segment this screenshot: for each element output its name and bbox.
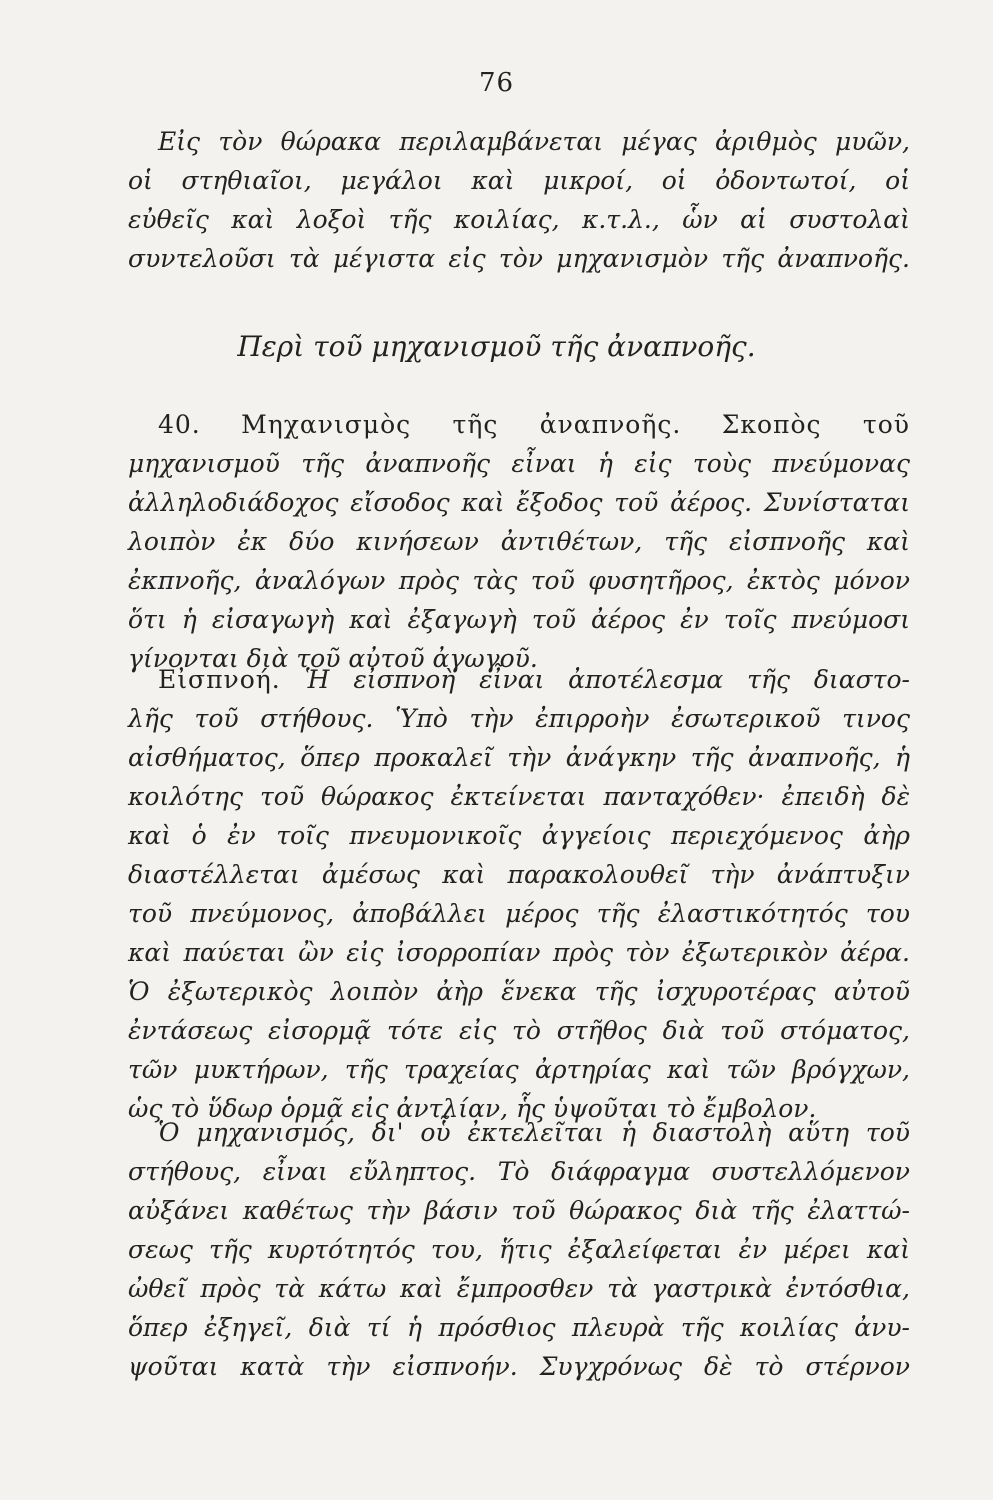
mechanism-line: ψοῦται κατὰ τὴν εἰσπνοήν. Συγχρόνως δὲ τὸ στέρνον <box>128 1352 910 1381</box>
paragraph-inhalation <box>128 660 910 1128</box>
mechanism-line: σεως τῆς κυρτότητός του, ἥτις ἐξαλείφεται ἐν μέρει καὶ <box>128 1235 910 1264</box>
inhalation-first-line-rest: Ἡ εἰσπνοὴ εἶναι ἀποτέλεσμα τῆς διαστο- <box>304 665 910 694</box>
inhalation-line: Ὁ ἐξωτερικὸς λοιπὸν ἀὴρ ἕνεκα τῆς ἰσχυροτέρας αὐτοῦ <box>128 977 910 1006</box>
paragraph-40-line: ἀλληλοδιάδοχος εἴσοδος καὶ ἔξοδος τοῦ ἀέρος. Συνίσταται <box>128 488 910 517</box>
mechanism-line: στήθους, εἶναι εὔληπτος. Τὸ διάφραγμα συστελλόμενον <box>128 1157 910 1186</box>
inhalation-line: ἐντάσεως εἰσορμᾷ τότε εἰς τὸ στῆθος διὰ τοῦ στόματος, <box>128 1016 910 1045</box>
inhalation-first-line <box>128 660 910 699</box>
paragraph-number: 40. <box>158 410 201 439</box>
paragraph-first-line-rest: Σκοπὸς τοῦ <box>721 410 910 439</box>
intro-paragraph <box>128 122 910 278</box>
intro-line: οἱ στηθιαῖοι, μεγάλοι καὶ μικροί, οἱ ὀδοντωτοί, οἱ <box>128 166 910 195</box>
paragraph-40-line: γίνονται διὰ τοῦ αὐτοῦ ἀγωγοῦ. <box>128 644 538 673</box>
mechanism-line: ὠθεῖ πρὸς τὰ κάτω καὶ ἔμπροσθεν τὰ γαστρικὰ ἐντόσθια, <box>128 1274 910 1303</box>
page-number: 76 <box>478 68 515 98</box>
inhalation-line: καὶ παύεται ὢν εἰς ἰσορροπίαν πρὸς τὸν ἐξωτερικὸν ἀέρα. <box>128 938 910 967</box>
mechanism-line: Ὁ μηχανισμός, δι' οὗ ἐκτελεῖται ἡ διαστολὴ αὕτη τοῦ <box>158 1118 910 1147</box>
inhalation-line: λῆς τοῦ στήθους. Ὑπὸ τὴν ἐπιρροὴν ἐσωτερικοῦ τινος <box>128 704 910 733</box>
inhalation-title: Εἰσπνοή. <box>158 665 281 694</box>
inhalation-line: διαστέλλεται ἀμέσως καὶ παρακολουθεῖ τὴν ἀνάπτυξιν <box>128 860 910 889</box>
mechanism-line: ὅπερ ἐξηγεῖ, διὰ τί ἡ πρόσθιος πλευρὰ τῆς κοιλίας ἀνυ- <box>128 1313 910 1342</box>
paragraph-40-line: ἐκπνοῆς, ἀναλόγων πρὸς τὰς τοῦ φυσητῆρος, ἐκτὸς μόνον <box>128 566 910 595</box>
paragraph-40-line: ὅτι ἡ εἰσαγωγὴ καὶ ἐξαγωγὴ τοῦ ἀέρος ἐν τοῖς πνεύμοσι <box>128 605 910 634</box>
intro-line: συντελοῦσι τὰ μέγιστα εἰς τὸν μηχανισμὸν τῆς ἀναπνοῆς. <box>128 244 910 273</box>
inhalation-line: αἰσθήματος, ὅπερ προκαλεῖ τὴν ἀνάγκην τῆς ἀναπνοῆς, ἡ <box>128 743 910 772</box>
section-heading: Περὶ τοῦ μηχανισμοῦ τῆς ἀναπνοῆς. <box>237 330 756 363</box>
paragraph-40-line: λοιπὸν ἐκ δύο κινήσεων ἀντιθέτων, τῆς εἰσπνοῆς καὶ <box>128 527 910 556</box>
inhalation-line: τοῦ πνεύμονος, ἀποβάλλει μέρος τῆς ἐλαστικότητός του <box>128 899 910 928</box>
inhalation-line: τῶν μυκτήρων, τῆς τραχείας ἀρτηρίας καὶ τῶν βρόγχων, <box>128 1055 910 1084</box>
paragraph-mechanism <box>128 1113 910 1386</box>
paragraph-40-line: μηχανισμοῦ τῆς ἀναπνοῆς εἶναι ἡ εἰς τοὺς πνεύμονας <box>128 449 910 478</box>
inhalation-line: ὡς τὸ ὕδωρ ὁρμᾷ εἰς ἀντλίαν, ἧς ὑψοῦται τὸ ἔμβολον. <box>128 1094 817 1123</box>
paragraph-title: Μηχανισμὸς τῆς ἀναπνοῆς. <box>241 410 682 439</box>
paragraph-40 <box>128 405 910 678</box>
intro-line: εὐθεῖς καὶ λοξοὶ τῆς κοιλίας, κ.τ.λ., ὧν αἱ συστολαὶ <box>128 205 910 234</box>
paragraph-40-first-line <box>128 405 910 444</box>
intro-line: Εἰς τὸν θώρακα περιλαμβάνεται μέγας ἀριθμὸς μυῶν, <box>158 127 910 156</box>
inhalation-line: καὶ ὁ ἐν τοῖς πνευμονικοῖς ἀγγείοις περιεχόμενος ἀὴρ <box>128 821 910 850</box>
inhalation-line: κοιλότης τοῦ θώρακος ἐκτείνεται πανταχόθεν· ἐπειδὴ δὲ <box>128 782 910 811</box>
mechanism-line: αὐξάνει καθέτως τὴν βάσιν τοῦ θώρακος διὰ τῆς ἐλαττώ- <box>128 1196 910 1225</box>
